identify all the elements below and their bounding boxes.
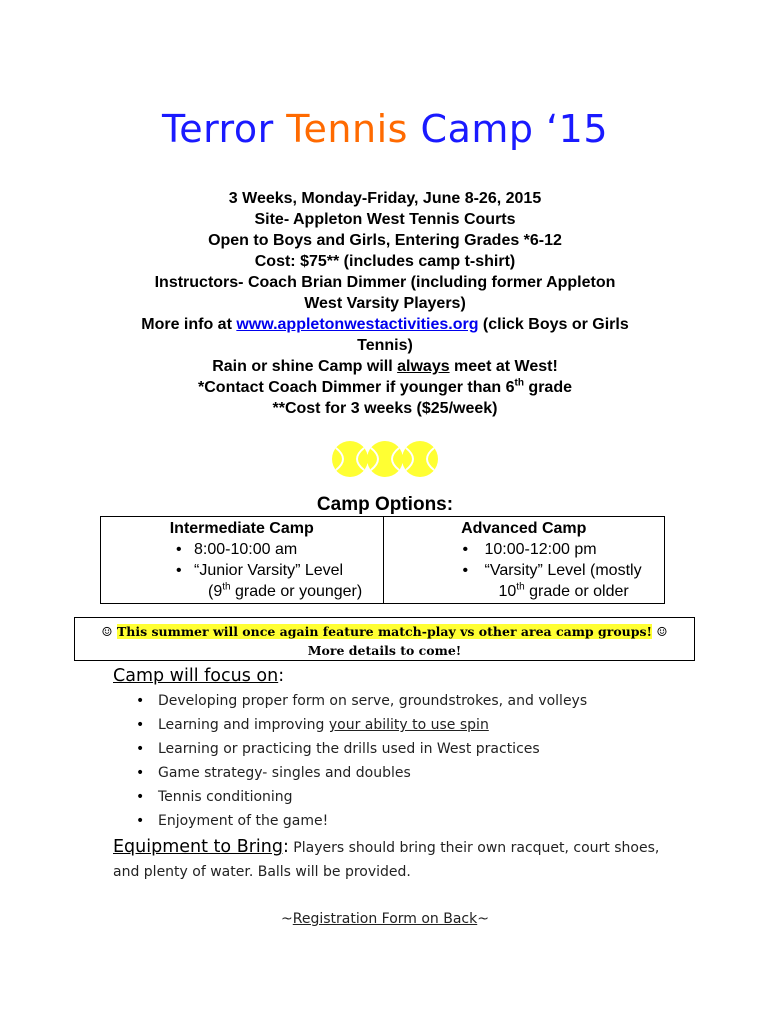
title-part-tennis: Tennis: [286, 107, 408, 151]
intermediate-level: [101, 560, 383, 602]
focus-heading-text: Camp will focus on: [113, 666, 279, 686]
info-more-suffix: (click Boys or Girls: [478, 316, 629, 333]
advanced-level: [384, 560, 665, 602]
intermediate-grade-sup: th: [222, 581, 231, 593]
intermediate-level-cont: [194, 581, 383, 602]
notice-line-2: More details to come!: [307, 643, 462, 658]
info-rain-always: always: [397, 358, 450, 375]
list-item: • Learning or practicing the drills used in West practices: [136, 737, 587, 761]
tennis-ball-icon: [367, 441, 403, 477]
smiley-icon: ☺: [656, 624, 668, 639]
footer-text: Registration Form on Back: [292, 911, 478, 927]
footer-tilde-right: ~: [477, 911, 489, 927]
notice-exclaim: !: [646, 624, 653, 639]
info-dates: 3 Weeks, Monday-Friday, June 8-26, 2015: [228, 190, 542, 207]
intermediate-camp-list: [101, 539, 383, 602]
equipment-colon: :: [282, 837, 289, 857]
match-play-notice: [74, 617, 695, 661]
intermediate-camp-title: Intermediate Camp: [169, 520, 314, 537]
info-cost-note: **Cost for 3 weeks ($25/week): [272, 400, 498, 417]
advanced-grade-num: 10: [498, 583, 517, 600]
intermediate-camp-cell: [101, 517, 383, 603]
intermediate-time: • 8:00-10:00 am: [101, 539, 383, 560]
info-contact-prefix: *Contact Coach Dimmer if younger than 6: [198, 379, 515, 396]
info-more-prefix: More info at: [141, 316, 237, 333]
focus-list: [136, 689, 587, 833]
registration-note: [0, 907, 770, 931]
tennis-balls-icon: [330, 438, 440, 480]
smiley-icon: ☺: [101, 624, 113, 639]
info-site: Site- Appleton West Tennis Courts: [254, 211, 516, 228]
flyer-title: [0, 104, 770, 154]
list-item: [136, 713, 587, 737]
advanced-grade-sup: th: [516, 581, 525, 593]
camp-info: [100, 188, 670, 419]
list-item-underlined: your ability to use spin: [328, 717, 489, 733]
info-contact-suffix: grade: [523, 379, 572, 396]
tennis-ball-icon: [332, 441, 368, 477]
title-part-terror: Terror: [161, 107, 287, 151]
camp-options-table: [100, 516, 665, 604]
list-item: • Enjoyment of the game!: [136, 809, 587, 833]
info-instructors-cont: West Varsity Players): [304, 295, 466, 312]
info-rain-prefix: Rain or shine Camp will: [212, 358, 398, 375]
focus-heading-colon: :: [278, 666, 285, 686]
tennis-ball-icon: [402, 441, 438, 477]
intermediate-grade-text: grade or younger): [230, 583, 363, 600]
advanced-level-cont: [485, 581, 665, 602]
focus-heading: [113, 664, 284, 688]
info-more-cont: Tennis): [357, 337, 413, 354]
info-cost: Cost: $75** (includes camp t-shirt): [254, 253, 516, 270]
info-rain: [100, 356, 670, 377]
advanced-grade-text: grade or older: [524, 583, 629, 600]
list-item: • Game strategy- singles and doubles: [136, 761, 587, 785]
advanced-camp-list: [384, 539, 665, 602]
advanced-camp-cell: [383, 517, 665, 603]
notice-highlight: [117, 624, 652, 639]
camp-options-heading: Camp Options:: [316, 494, 454, 515]
equipment-text: Players should bring their own racquet, court shoes, and plenty of water. Balls will be provided.: [113, 840, 660, 880]
list-item-text: Learning and improving: [158, 717, 329, 733]
notice-text: This summer will once again feature match-play vs other area camp groups: [116, 624, 647, 639]
advanced-camp-title: Advanced Camp: [461, 520, 587, 537]
advanced-level-text: “Varsity” Level (mostly: [484, 562, 642, 579]
footer-tilde-left: ~: [281, 911, 293, 927]
list-item: • Developing proper form on serve, groundstrokes, and volleys: [136, 689, 587, 713]
info-contact: [100, 377, 670, 398]
equipment-heading: Equipment to Bring: [113, 837, 283, 857]
notice-line-1: [75, 622, 694, 641]
info-rain-suffix: meet at West!: [449, 358, 558, 375]
intermediate-grade-num: (9: [208, 583, 223, 600]
info-contact-sup: th: [514, 377, 524, 389]
website-link[interactable]: www.appletonwestactivities.org: [236, 316, 479, 333]
title-part-camp: Camp ‘15: [407, 107, 609, 151]
list-item: • Tennis conditioning: [136, 785, 587, 809]
intermediate-level-text: “Junior Varsity” Level: [194, 562, 344, 579]
equipment-section: [113, 835, 673, 884]
info-eligibility: Open to Boys and Girls, Entering Grades *6-12: [208, 232, 562, 249]
advanced-time: • 10:00-12:00 pm: [384, 539, 665, 560]
info-more: [100, 314, 670, 335]
info-instructors: Instructors- Coach Brian Dimmer (including former Appleton: [154, 274, 616, 291]
